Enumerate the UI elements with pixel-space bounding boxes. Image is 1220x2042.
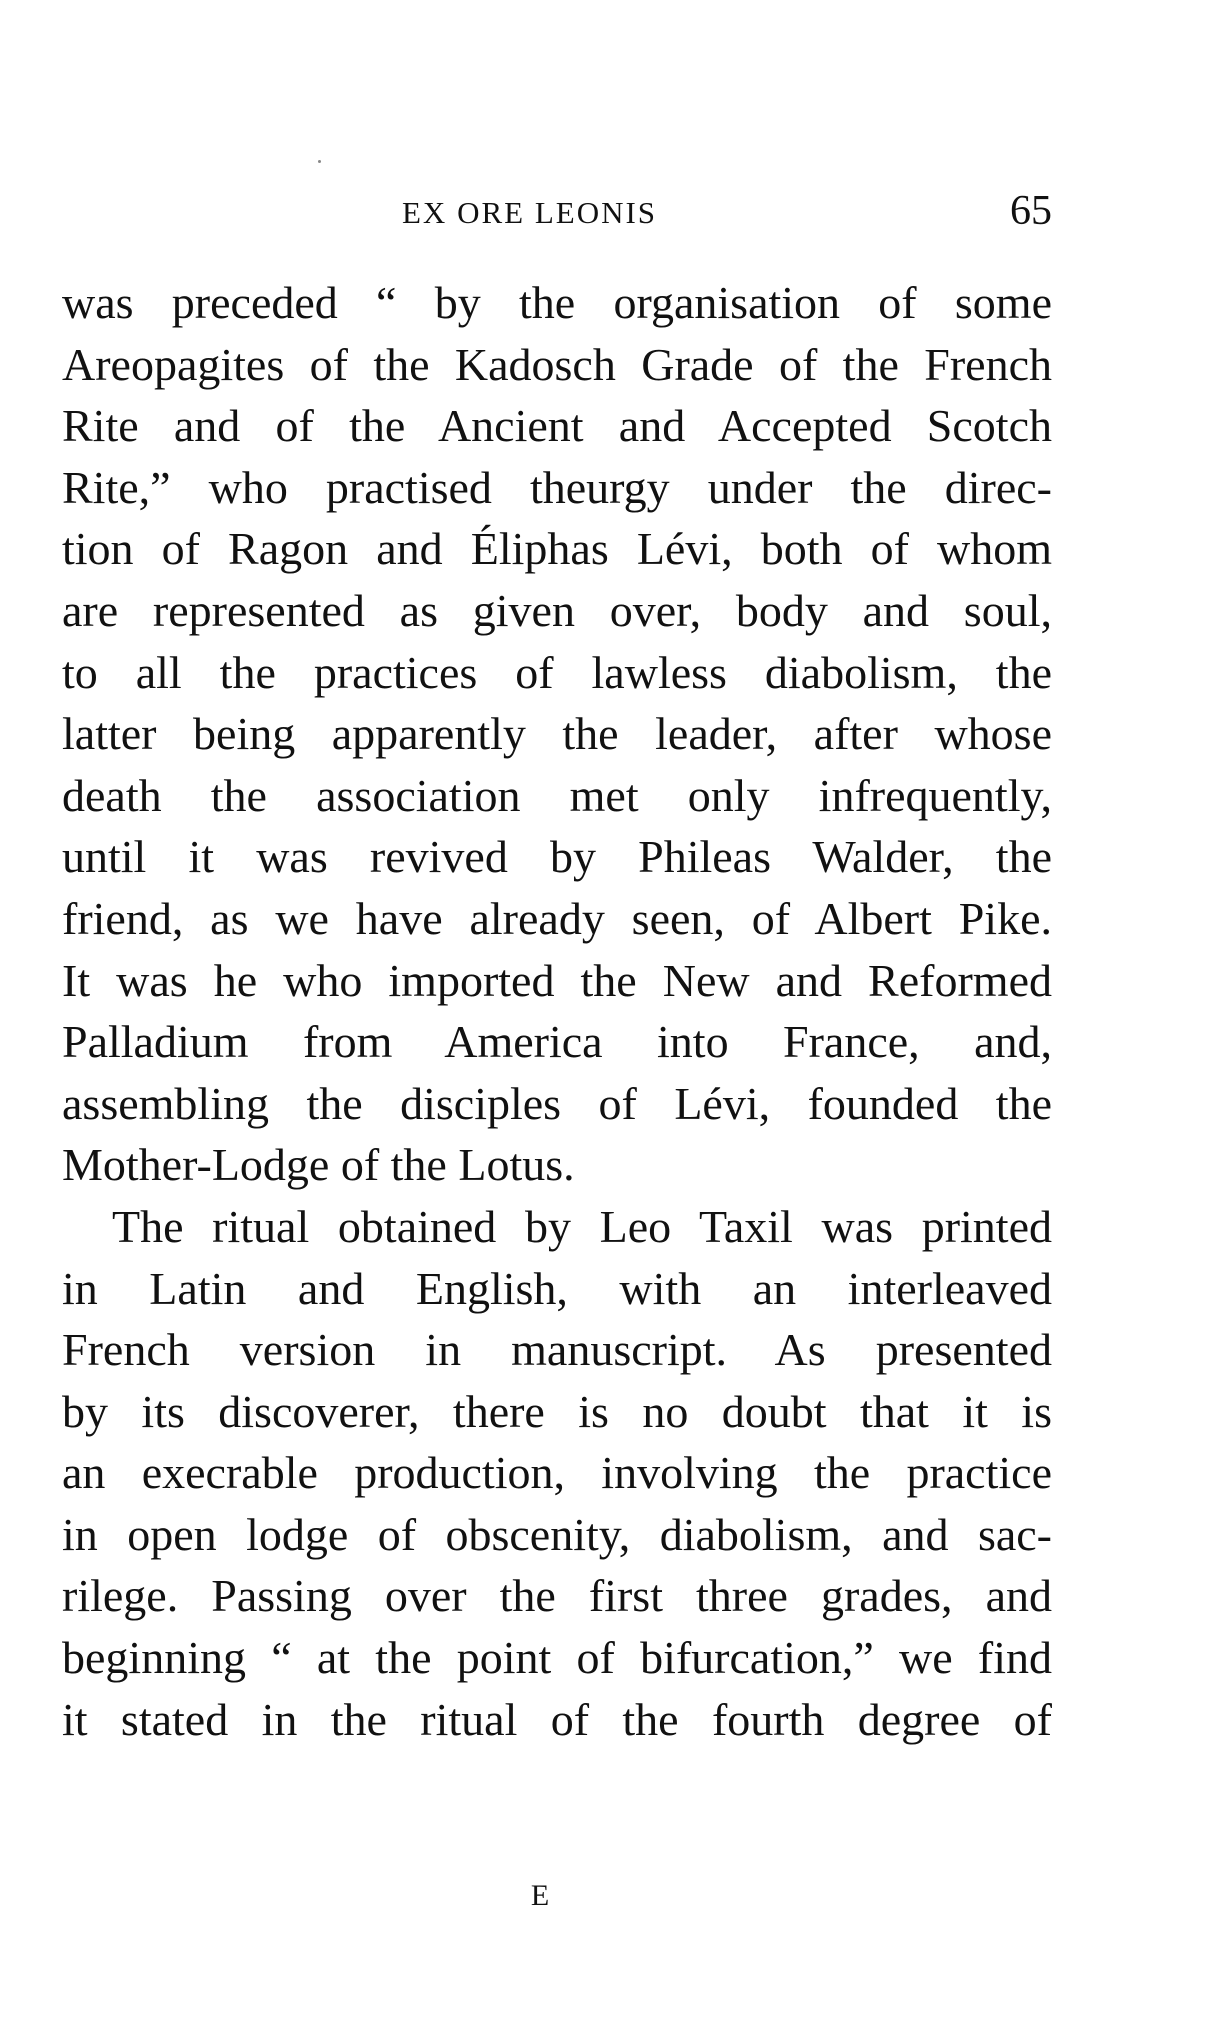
signature-mark: E bbox=[530, 1879, 550, 1912]
text-line: Rite and of the Ancient and Accepted Scotch bbox=[62, 400, 1052, 452]
text-line: tion of Ragon and Éliphas Lévi, both of whom bbox=[62, 523, 1052, 575]
paper-speck bbox=[318, 160, 321, 163]
text-line: in Latin and English, with an interleaved bbox=[62, 1262, 1052, 1314]
text-line: beginning “ at the point of bifurcation,” we find bbox=[62, 1632, 1052, 1684]
body-text bbox=[62, 272, 1052, 1750]
text-line: Palladium from America into France, and, bbox=[62, 1016, 1052, 1068]
text-line: it stated in the ritual of the fourth degree of bbox=[62, 1693, 1052, 1745]
text-line: was preceded “ by the organisation of some bbox=[62, 277, 1052, 328]
text-line: are represented as given over, body and soul, bbox=[62, 584, 1052, 636]
text-line: French version in manuscript. As presented bbox=[62, 1324, 1052, 1376]
text-line: an execrable production, involving the practice bbox=[62, 1447, 1052, 1499]
page-number: 65 bbox=[1010, 188, 1052, 234]
text-line: Mother-Lodge of the Lotus. bbox=[62, 1139, 575, 1191]
text-line: Rite,” who practised theurgy under the direc- bbox=[62, 461, 1052, 513]
running-title: EX ORE LEONIS bbox=[402, 195, 658, 230]
text-line: assembling the disciples of Lévi, founded the bbox=[62, 1077, 1052, 1129]
text-line: to all the practices of lawless diabolism, the bbox=[62, 646, 1052, 698]
text-line: rilege. Passing over the first three grades, and bbox=[62, 1570, 1052, 1622]
text-line: The ritual obtained by Leo Taxil was printed bbox=[112, 1200, 1052, 1252]
text-line: by its discoverer, there is no doubt that it is bbox=[62, 1385, 1052, 1437]
text-line: It was he who imported the New and Reformed bbox=[62, 954, 1052, 1006]
page-header bbox=[62, 188, 1052, 238]
text-line: Areopagites of the Kadosch Grade of the French bbox=[62, 338, 1052, 390]
text-line: in open lodge of obscenity, diabolism, and sac- bbox=[62, 1508, 1052, 1560]
text-line: until it was revived by Phileas Walder, the bbox=[62, 831, 1052, 883]
text-line: friend, as we have already seen, of Albert Pike. bbox=[62, 892, 1052, 944]
text-line: death the association met only infrequently, bbox=[62, 769, 1052, 821]
text-line: latter being apparently the leader, after whose bbox=[62, 708, 1052, 760]
